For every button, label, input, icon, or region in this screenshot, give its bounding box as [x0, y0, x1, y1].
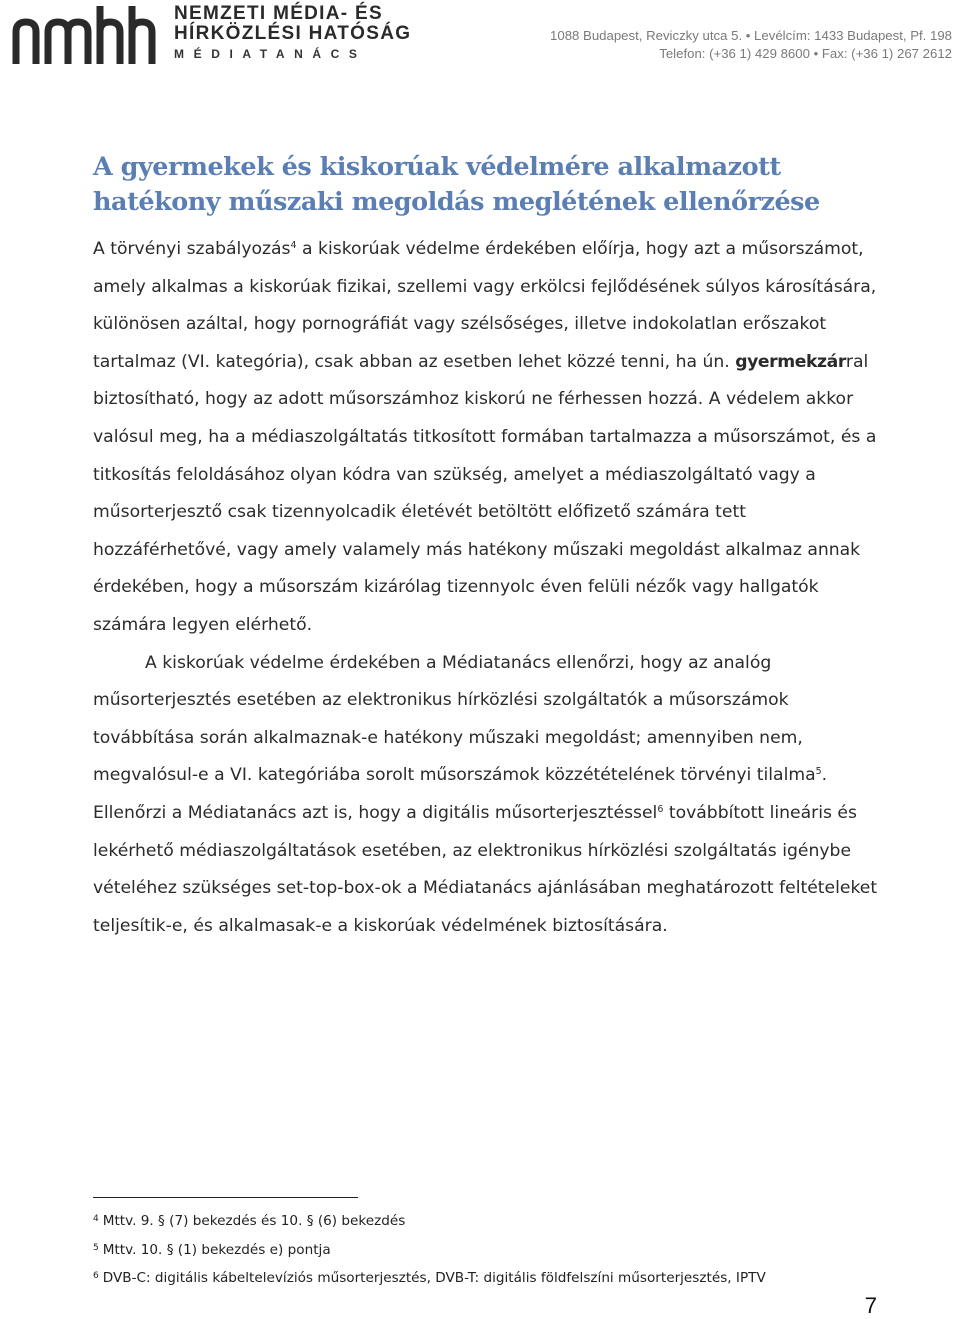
nmhh-logo-icon [8, 2, 166, 66]
paragraph-1 [93, 231, 883, 645]
footnotes [93, 1207, 923, 1293]
footnote-number: 5 [93, 1242, 99, 1253]
address-line-1: 1088 Budapest, Reviczky utca 5. • Levélcím: 1433 Budapest, Pf. 198 [550, 28, 952, 43]
footnote-number: 4 [93, 1214, 99, 1224]
footnote-5 [93, 1236, 923, 1265]
paragraph-1-text-c: ral biztosítható, hogy az adott műsorszámhoz kiskorú ne férhessen hozzá. A védelem akkor valósul meg, ha a médiaszolgáltatás titkosított formában tartalmazza a műsorszámot, és a titkosítás feloldásához olyan kódra van szükség, amelyet a médiaszolgáltató vagy a műsorterjesztő csak tizennyolcadik életévét betöltött előfizető számára tett hozzáférhetővé, vagy amely valamely más hatékony műszaki megoldást alkalmaz annak érdekében, hogy a műsorszám kizárólag tizennyolc éven felüli nézők vagy hallgatók számára legyen elérhető. [93, 351, 877, 635]
footnote-ref-6[interactable]: 6 [657, 803, 664, 815]
page-number: 7 [864, 1293, 877, 1318]
institution-name [174, 4, 411, 64]
footnote-text: Mttv. 10. § (1) bekezdés e) pontja [102, 1241, 331, 1258]
body-text [93, 231, 883, 945]
paragraph-1-text-b: a kiskorúak védelme érdekében előírja, hogy azt a műsorszámot, amely alkalmas a kiskorúak fizikai, szellemi vagy erkölcsi fejlődésének súlyos károsítására, különösen azáltal, hogy pornográfiát vagy szélsőséges, illetve indokolatlan erőszakot tartalmaz (VI. kategória), csak abban az esetben lehet közzé tenni, ha ún. [93, 239, 877, 372]
address-line-2: Telefon: (+36 1) 429 8600 • Fax: (+36 1) 267 2612 [659, 46, 952, 61]
emphasis-term: gyermekzár [735, 351, 846, 372]
paragraph-2-text-a: A kiskorúak védelme érdekében a Médiatanács ellenőrzi, hogy az analóg műsorterjesztés esetében az elektronikus hírközlési szolgáltatók a műsorszámok továbbítása során alkalmaznak-e hatékony műszaki megoldást; amennyiben nem, megvalósul-e a VI. kategóriába sorolt műsorszámok közzétételének törvényi tilalma [93, 652, 816, 786]
footnote-text: DVB-C: digitális kábeltelevíziós műsorterjesztés, DVB-T: digitális földfelszíni műsorterjesztés, IPTV [102, 1270, 766, 1287]
footnote-separator [93, 1197, 358, 1198]
paragraph-2-text-c: továbbított lineáris és lekérhető médiaszolgáltatások esetében, az elektronikus hírközlési szolgáltatás igénybe vételéhez szükséges set-top-box-ok a Médiatanács ajánlásában meghatározott feltételeket teljesítik-e, és alkalmasak-e a kiskorúak védelmének biztosítására. [93, 802, 878, 936]
footnote-4 [93, 1207, 923, 1236]
footnote-text: Mttv. 9. § (7) bekezdés és 10. § (6) bekezdés [102, 1213, 406, 1229]
footnote-number: 6 [93, 1271, 99, 1282]
footnote-6 [93, 1264, 923, 1293]
paragraph-2-text-b: . Ellenőrzi a Médiatanács azt is, hogy a digitális műsorterjesztéssel [93, 765, 828, 823]
institution-name-line2: HÍRKÖZLÉSI HATÓSÁG [174, 23, 412, 44]
footnote-ref-5[interactable]: 5 [815, 766, 822, 778]
contact-address [550, 27, 952, 63]
section-title: A gyermekek és kiskorúak védelmére alkalmazott hatékony műszaki megoldás meglétének ellenőrzése [93, 152, 820, 217]
institution-name-line1: NEMZETI MÉDIA- ÉS [174, 3, 383, 24]
paragraph-1-text-a: A törvényi szabályozás [93, 239, 291, 259]
footnote-ref-4[interactable]: 4 [290, 240, 297, 251]
institution-name-line3: MÉDIATANÁCS [174, 47, 367, 61]
paragraph-2 [93, 645, 883, 946]
